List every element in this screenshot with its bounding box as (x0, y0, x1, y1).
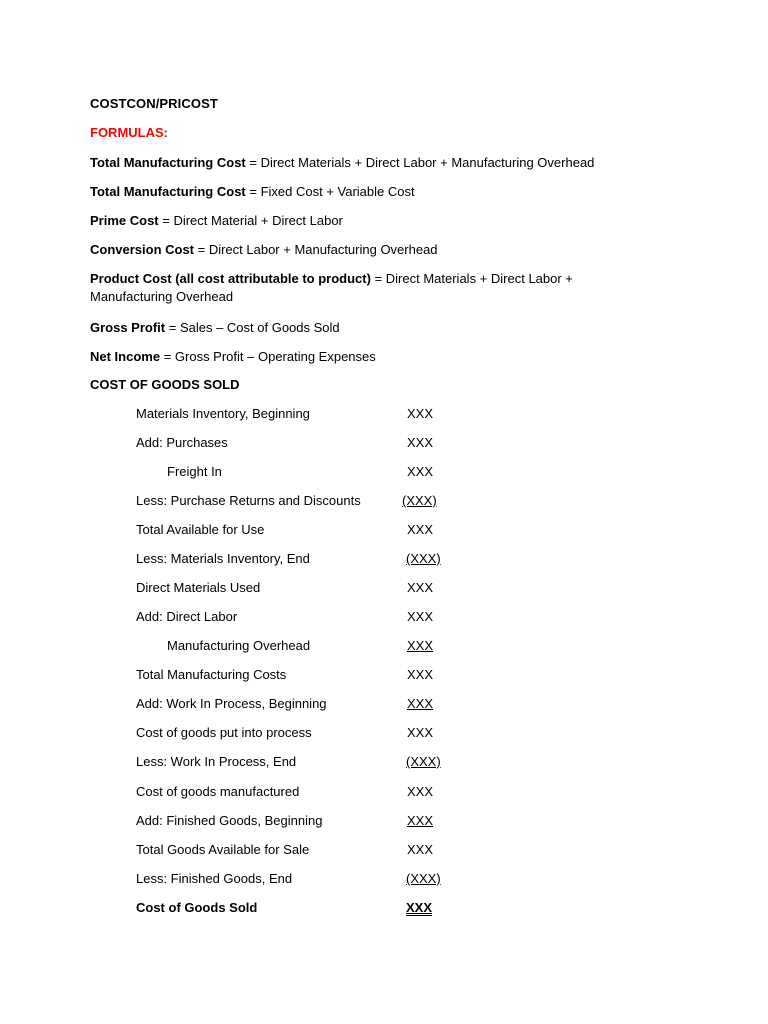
formula-term: Net Income (90, 349, 161, 364)
formula-line (90, 154, 650, 172)
cogs-row (0, 871, 768, 889)
cogs-row (0, 696, 768, 714)
cogs-row-amount: XXX (407, 725, 434, 740)
cogs-row-label: Total Manufacturing Costs (136, 667, 287, 682)
formula-expression: = Direct Material + Direct Labor (158, 213, 343, 228)
formulas-heading: FORMULAS: (90, 125, 168, 140)
cogs-total-amount: XXX (406, 900, 433, 915)
formula-expression: = Fixed Cost + Variable Cost (245, 184, 415, 199)
cogs-row-amount: XXX (407, 842, 434, 857)
formula-line (90, 319, 650, 337)
cogs-row-amount: XXX (407, 609, 434, 624)
cogs-row-amount: XXX (407, 638, 434, 653)
cogs-row (0, 406, 768, 424)
cogs-row-label: Cost of goods put into process (136, 725, 312, 740)
cogs-row-amount: XXX (407, 522, 434, 537)
cogs-row-amount: XXX (407, 784, 434, 799)
formula-term: Total Manufacturing Cost (90, 184, 246, 199)
cogs-row (0, 435, 768, 453)
cogs-row-label: Total Available for Use (136, 522, 265, 537)
cogs-row-amount: XXX (407, 813, 434, 828)
cogs-row-label: Manufacturing Overhead (167, 638, 311, 653)
cogs-row-label: Freight In (167, 464, 222, 479)
cogs-row (0, 464, 768, 482)
cogs-row-amount: (XXX) (402, 493, 437, 508)
cogs-row-label: Materials Inventory, Beginning (136, 406, 310, 421)
cogs-row-label: Add: Purchases (136, 435, 228, 450)
formula-expression: = Direct Materials + Direct Labor + Manufacturing Overhead (245, 155, 595, 170)
formula-term: Total Manufacturing Cost (90, 155, 246, 170)
cogs-row (0, 609, 768, 627)
formula-term: Prime Cost (90, 213, 159, 228)
document-title: COSTCON/PRICOST (90, 96, 218, 111)
cogs-row (0, 522, 768, 540)
cogs-row-label: Less: Materials Inventory, End (136, 551, 310, 566)
cogs-row-label: Add: Direct Labor (136, 609, 238, 624)
cogs-row-amount: (XXX) (406, 871, 441, 886)
cogs-row (0, 580, 768, 598)
formula-line (90, 183, 650, 201)
cogs-row-label: Add: Work In Process, Beginning (136, 696, 327, 711)
formula-term: Product Cost (all cost attributable to product) (90, 271, 371, 286)
formula-expression: = Sales – Cost of Goods Sold (165, 320, 340, 335)
cogs-total-row (0, 900, 768, 918)
cogs-row-amount: XXX (407, 464, 434, 479)
formula-expression: = Direct Materials + Direct Labor + Manufacturing Overhead (90, 271, 573, 304)
cogs-row-amount: XXX (407, 667, 434, 682)
cogs-row-amount: (XXX) (406, 551, 441, 566)
cogs-row-label: Less: Finished Goods, End (136, 871, 293, 886)
cogs-row (0, 754, 768, 772)
cogs-row (0, 784, 768, 802)
cogs-row-amount: XXX (407, 435, 434, 450)
cogs-row-amount: (XXX) (406, 754, 441, 769)
formula-expression: = Direct Labor + Manufacturing Overhead (194, 242, 438, 257)
cogs-row-label: Less: Purchase Returns and Discounts (136, 493, 361, 508)
cogs-row-label: Total Goods Available for Sale (136, 842, 310, 857)
formula-line (90, 348, 650, 366)
formula-term: Conversion Cost (90, 242, 195, 257)
cogs-row (0, 842, 768, 860)
formula-term: Gross Profit (90, 320, 166, 335)
cogs-row-amount: XXX (407, 696, 434, 711)
cogs-row-label: Direct Materials Used (136, 580, 261, 595)
cogs-heading: COST OF GOODS SOLD (90, 377, 240, 392)
cogs-row-amount: XXX (407, 406, 434, 421)
cogs-row (0, 725, 768, 743)
cogs-row (0, 667, 768, 685)
formula-line (90, 212, 650, 230)
formula-line (90, 241, 650, 259)
cogs-row-amount: XXX (407, 580, 434, 595)
cogs-row (0, 493, 768, 511)
formula-line (90, 270, 650, 306)
cogs-row-label: Add: Finished Goods, Beginning (136, 813, 323, 828)
cogs-row (0, 813, 768, 831)
cogs-total-label: Cost of Goods Sold (136, 900, 258, 915)
cogs-row (0, 638, 768, 656)
formula-expression: = Gross Profit – Operating Expenses (160, 349, 376, 364)
cogs-row-label: Cost of goods manufactured (136, 784, 300, 799)
cogs-row (0, 551, 768, 569)
cogs-row-label: Less: Work In Process, End (136, 754, 297, 769)
